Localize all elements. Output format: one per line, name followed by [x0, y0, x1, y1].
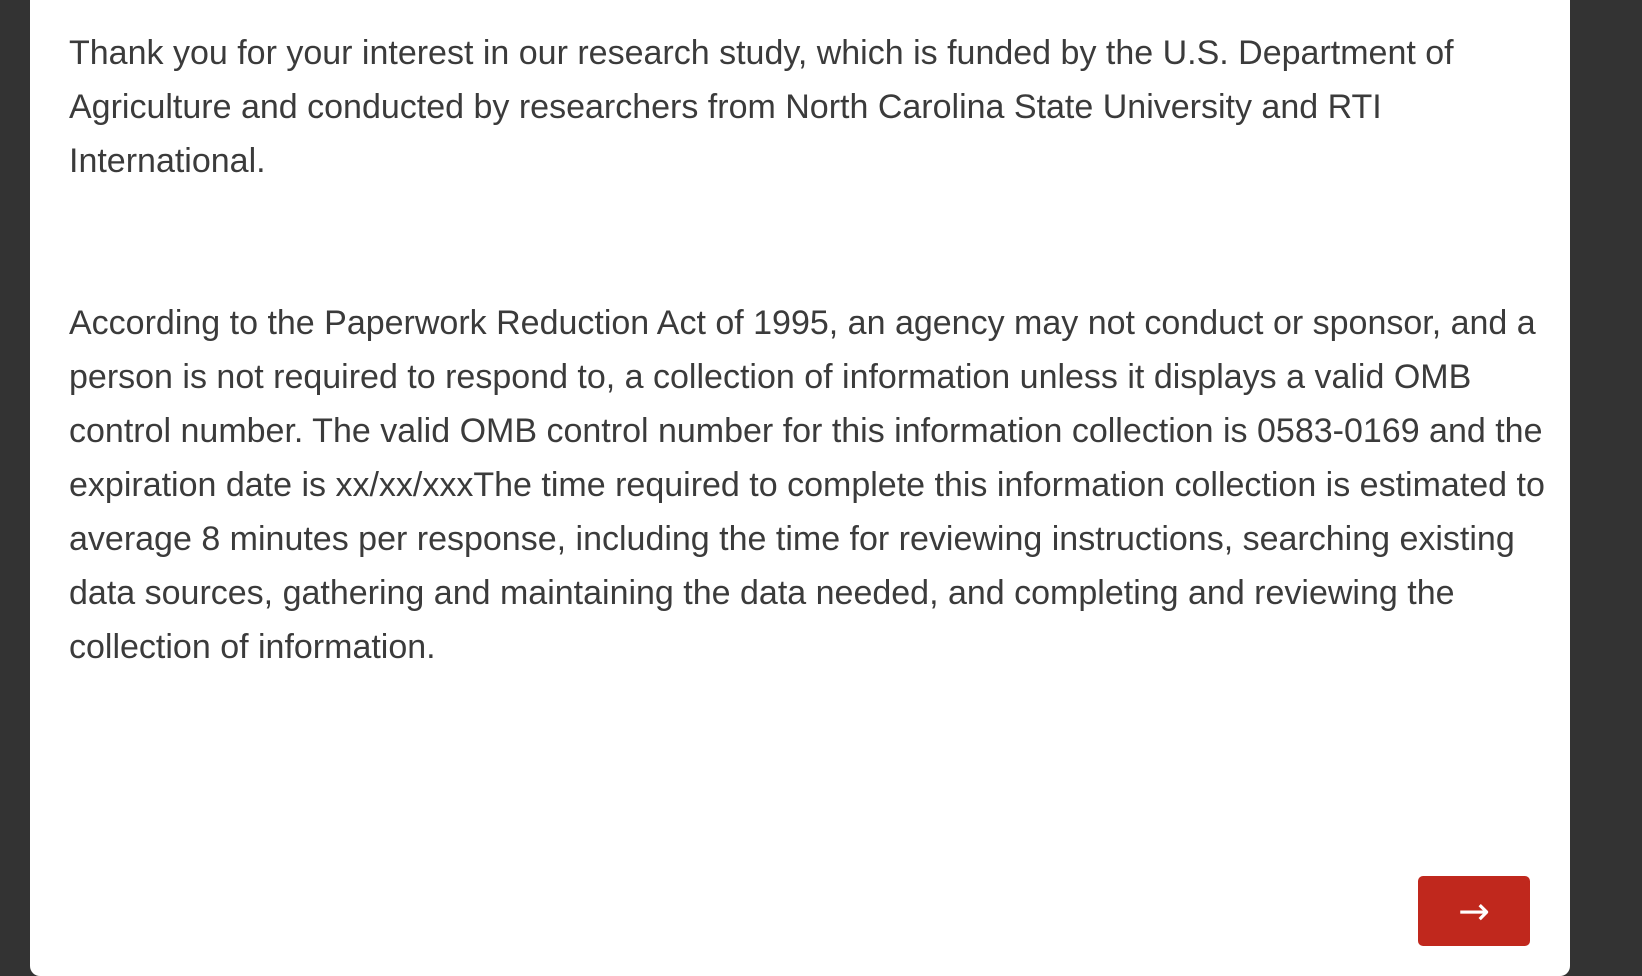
paperwork-reduction-act-paragraph: According to the Paperwork Reduction Act of 1995, an agency may not conduct or sponsor, and a person is not required to respond to, a collection of information unless it displays a valid OMB control number. The valid OMB control number for this information collection is 0583-0169 and the expiration date is xx/xx/xxxThe time required to complete this information collection is estimated to average 8 minutes per response, including the time for reviewing instructions, searching existing data sources, gathering and maintaining the data needed, and completing and reviewing the collection of information. [69, 304, 1545, 666]
intro-paragraph: Thank you for your interest in our research study, which is funded by the U.S. Department of Agriculture and conducted by researchers from North Carolina State University and RTI International. [69, 34, 1454, 180]
survey-content [69, 26, 1559, 674]
arrow-right-icon: → [1458, 889, 1490, 933]
survey-card [30, 0, 1570, 976]
next-button[interactable] [1418, 876, 1530, 946]
